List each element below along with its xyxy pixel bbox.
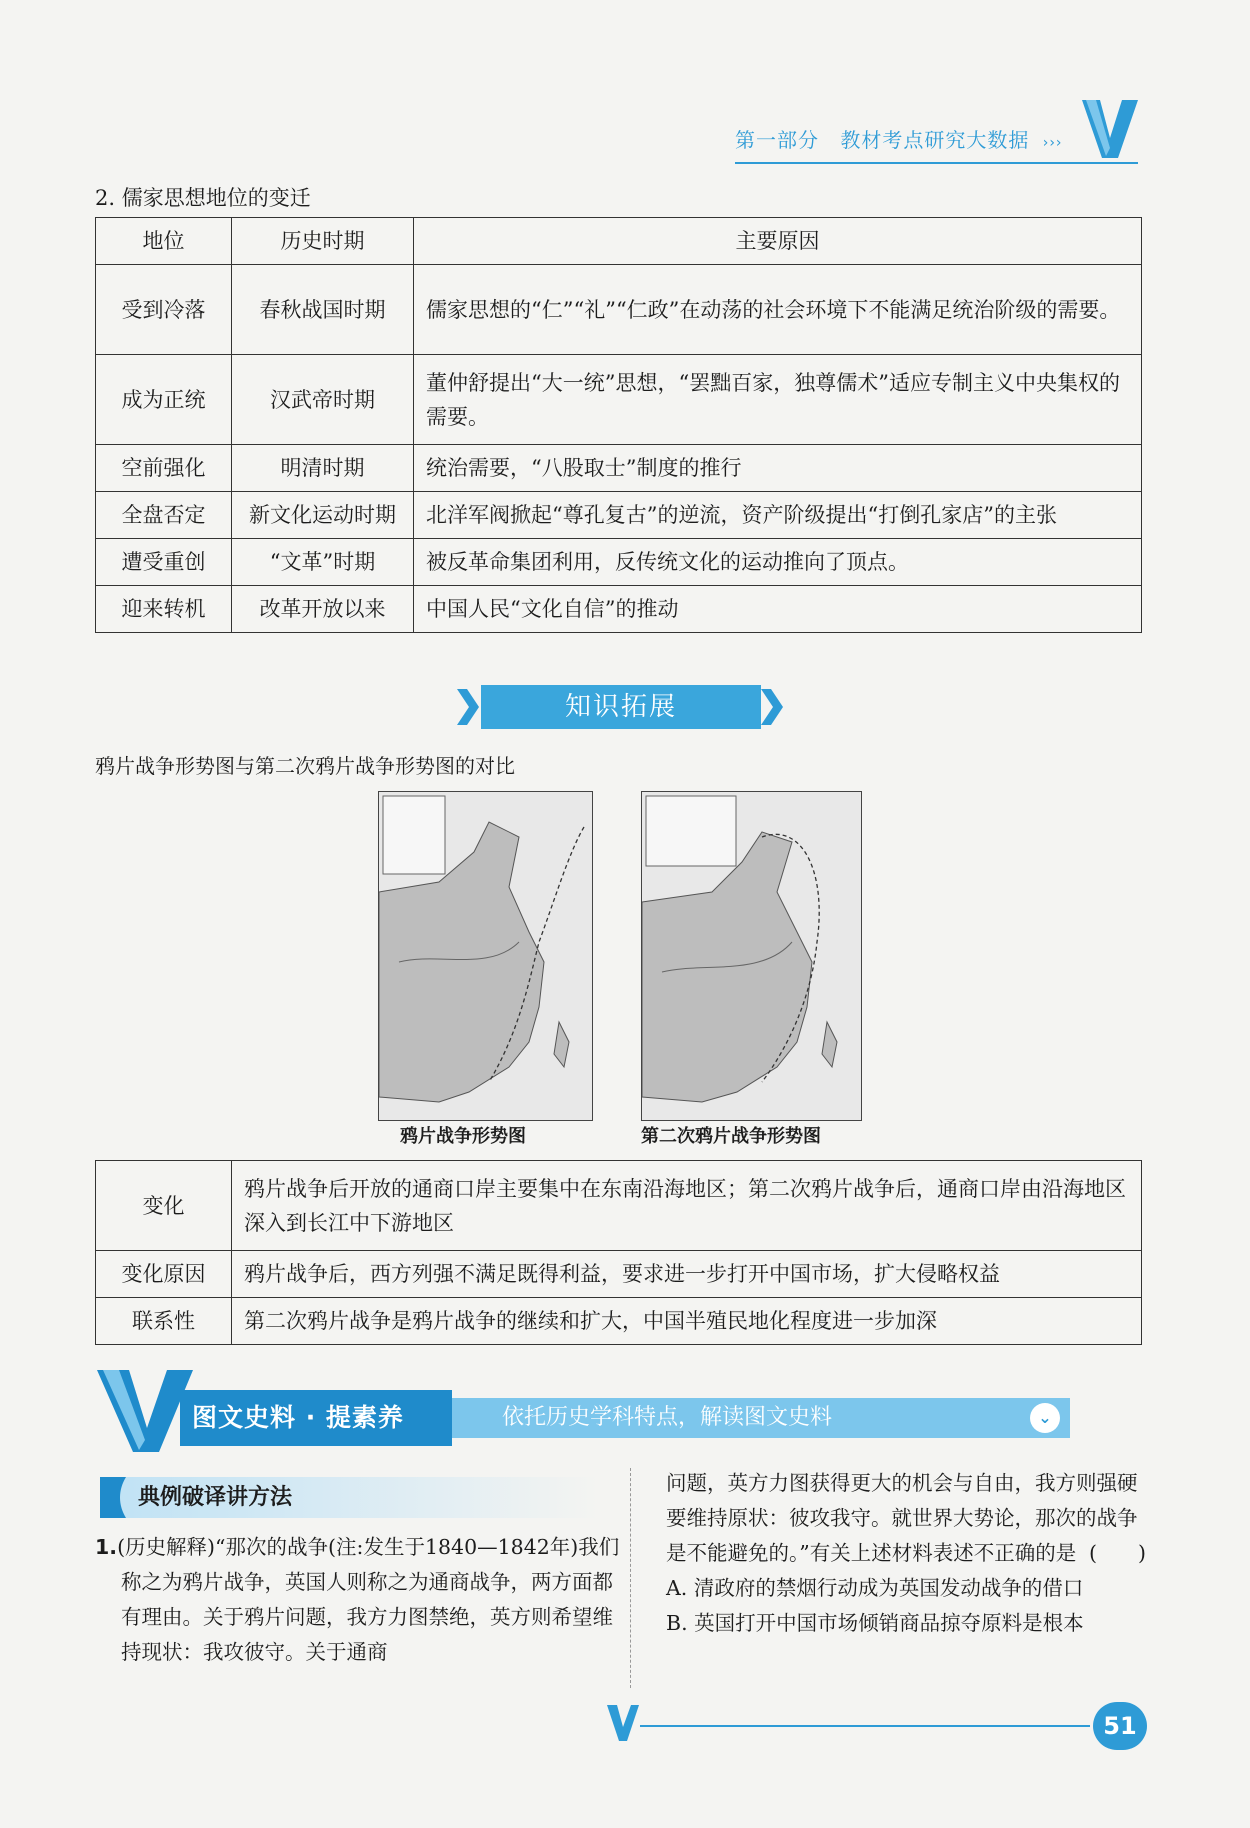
question-text: (历史解释)“那次的战争(注:发生于1840—1842年)我们称之为鸦片战争，英国人则称之为通商战争，两方面都有理由。关于鸦片问题，我方力图禁绝，英方则希望维持现状：我攻彼守。关于通商 bbox=[117, 1535, 620, 1664]
table-row bbox=[96, 355, 1142, 445]
question-continuation: 问题，英方力图获得更大的机会与自由，我方则强硬要维持原状：彼攻我守。就世界大势论，那次的战争是不能避免的。”有关上述材料表述不正确的是 ( ) bbox=[666, 1466, 1146, 1571]
table-cell: 春秋战国时期 bbox=[232, 265, 414, 355]
china-map-illustration bbox=[379, 792, 592, 1120]
table-cell: 中国人民“文化自信”的推动 bbox=[414, 586, 1142, 633]
table-header-cell: 主要原因 bbox=[414, 218, 1142, 265]
table-cell: 全盘否定 bbox=[96, 492, 232, 539]
table-row bbox=[96, 1251, 1142, 1298]
table-cell: 改革开放以来 bbox=[232, 586, 414, 633]
option-b: B. 英国打开中国市场倾销商品掠夺原料是根本 bbox=[666, 1611, 1084, 1635]
table-cell: 明清时期 bbox=[232, 445, 414, 492]
table-cell: 儒家思想的“仁”“礼”“仁政”在动荡的社会环境下不能满足统治阶级的需要。 bbox=[414, 265, 1142, 355]
v-logo-icon bbox=[1080, 98, 1140, 162]
comparison-title: 鸦片战争形势图与第二次鸦片战争形势图的对比 bbox=[95, 754, 515, 778]
table-row bbox=[96, 1161, 1142, 1251]
section-title: 图文史料 · 提素养 bbox=[192, 1403, 404, 1432]
table-cell: 变化 bbox=[96, 1161, 232, 1251]
second-opium-war-map bbox=[641, 791, 862, 1121]
page-number: 51 bbox=[1093, 1702, 1147, 1750]
table-cell: 迎来转机 bbox=[96, 586, 232, 633]
table-cell: 遭受重创 bbox=[96, 539, 232, 586]
table-cell: 联系性 bbox=[96, 1298, 232, 1345]
opium-war-map bbox=[378, 791, 593, 1121]
triple-arrow-icon: ››› bbox=[1042, 135, 1063, 151]
table-cell: 新文化运动时期 bbox=[232, 492, 414, 539]
map2-caption: 第二次鸦片战争形势图 bbox=[641, 1126, 821, 1147]
table-cell: 受到冷落 bbox=[96, 265, 232, 355]
table-cell: 鸦片战争后开放的通商口岸主要集中在东南沿海地区；第二次鸦片战争后，通商口岸由沿海地区深入到长江中下游地区 bbox=[232, 1161, 1142, 1251]
table-header-row bbox=[96, 218, 1142, 265]
map1-caption: 鸦片战争形势图 bbox=[400, 1126, 526, 1147]
table-cell: 董仲舒提出“大一统”思想，“罢黜百家，独尊儒术”适应专制主义中央集权的需要。 bbox=[414, 355, 1142, 445]
chevron-down-icon: ⌄ bbox=[1030, 1403, 1060, 1433]
question-number: 1. bbox=[95, 1535, 118, 1559]
header-title: 教材考点研究大数据 bbox=[840, 128, 1030, 152]
table-header-cell: 历史时期 bbox=[232, 218, 414, 265]
running-header bbox=[735, 124, 1063, 153]
section-title: 2. 儒家思想地位的变迁 bbox=[95, 186, 311, 210]
table-row bbox=[96, 492, 1142, 539]
table-cell: “文革”时期 bbox=[232, 539, 414, 586]
banner-title: 知识拓展 bbox=[564, 692, 677, 722]
v-logo-icon bbox=[605, 1703, 641, 1743]
question-right-column bbox=[666, 1466, 1146, 1641]
answer-bracket: ( ) bbox=[1089, 1541, 1146, 1565]
table-row bbox=[96, 539, 1142, 586]
table-row bbox=[96, 445, 1142, 492]
footer-rule bbox=[640, 1725, 1090, 1727]
table-row bbox=[96, 586, 1142, 633]
question-left-column bbox=[95, 1530, 626, 1670]
header-rule bbox=[735, 162, 1138, 164]
method-title: 典例破译讲方法 bbox=[138, 1485, 293, 1510]
confucianism-table bbox=[95, 217, 1142, 633]
table-cell: 第二次鸦片战争是鸦片战争的继续和扩大，中国半殖民地化程度进一步加深 bbox=[232, 1298, 1142, 1345]
table-cell: 被反革命集团利用，反传统文化的运动推向了顶点。 bbox=[414, 539, 1142, 586]
table-cell: 空前强化 bbox=[96, 445, 232, 492]
table-cell: 北洋军阀掀起“尊孔复古”的逆流，资产阶级提出“打倒孔家店”的主张 bbox=[414, 492, 1142, 539]
table-row bbox=[96, 265, 1142, 355]
table-header-cell: 地位 bbox=[96, 218, 232, 265]
header-part: 第一部分 bbox=[735, 128, 819, 152]
table-row bbox=[96, 1298, 1142, 1345]
knowledge-banner bbox=[455, 685, 785, 729]
table-cell: 成为正统 bbox=[96, 355, 232, 445]
method-heading bbox=[100, 1475, 600, 1520]
section-subtitle: 依托历史学科特点，解读图文史料 bbox=[502, 1405, 833, 1430]
table-cell: 统治需要，“八股取士”制度的推行 bbox=[414, 445, 1142, 492]
table-cell: 汉武帝时期 bbox=[232, 355, 414, 445]
comparison-table bbox=[95, 1160, 1142, 1345]
china-map-illustration bbox=[642, 792, 861, 1120]
table-cell: 变化原因 bbox=[96, 1251, 232, 1298]
column-divider bbox=[630, 1468, 631, 1688]
option-a: A. 清政府的禁烟行动成为英国发动战争的借口 bbox=[666, 1576, 1084, 1600]
table-cell: 鸦片战争后，西方列强不满足既得利益，要求进一步打开中国市场，扩大侵略权益 bbox=[232, 1251, 1142, 1298]
